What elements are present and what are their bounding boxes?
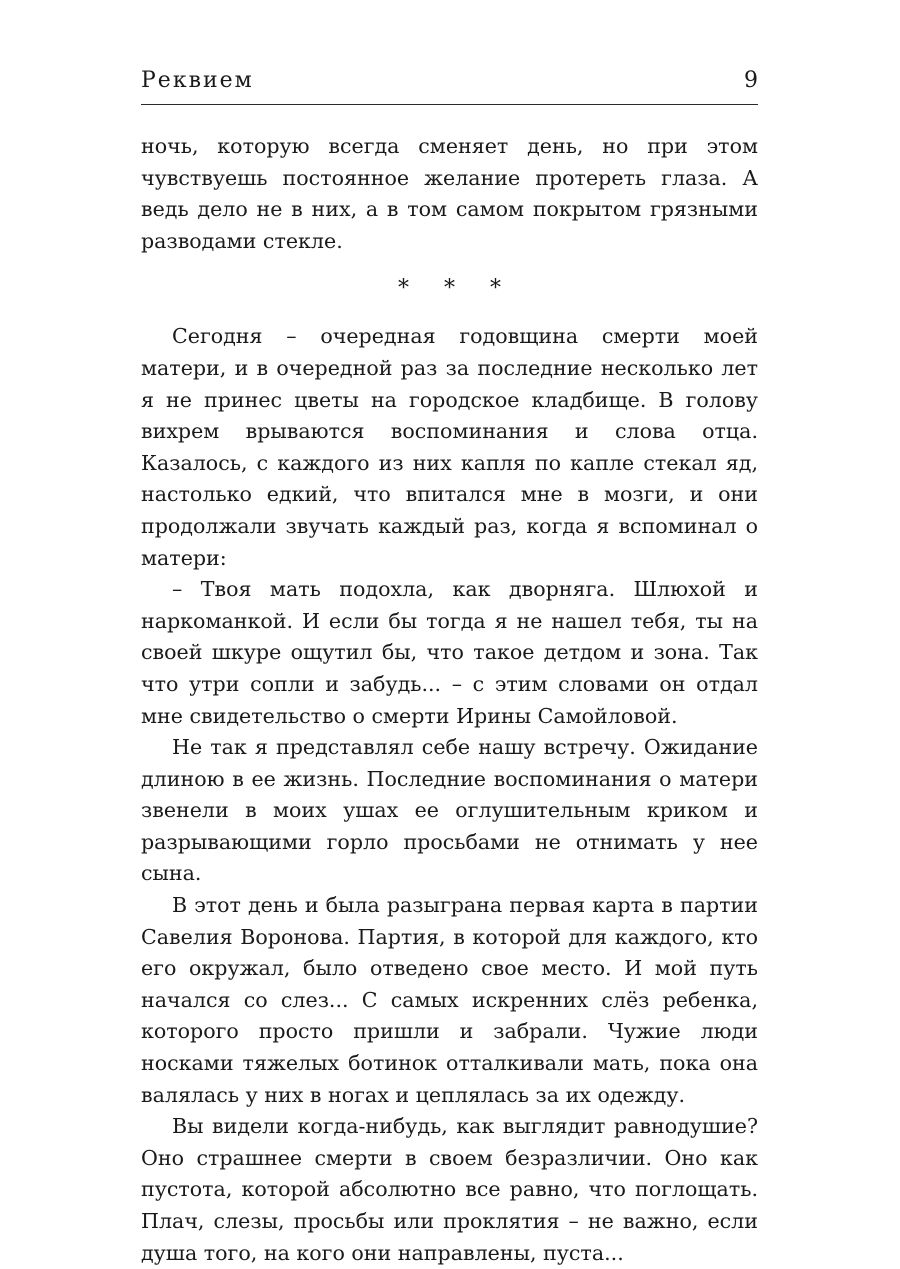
running-header (141, 68, 758, 105)
paragraph-dialogue: – Твоя мать подохла, как дворняга. Шлюхой и наркоманкой. И если бы тогда я не нашел тебя, ты на своей шкуре ощутил бы, что такое детдом и зона. Так что утри сопли и забудь... – с этим словами он отдал мне свидетельство о смерти Ирины Самойловой. (141, 577, 758, 728)
paragraph: Сегодня – очередная годовщина смерти моей матери, и в очередной раз за последние несколько лет я не принес цветы на городское кладбище. В голову вихрем врываются воспоминания и слова отца. Казалось, с каждого из них капля по капле стекал яд, настолько едкий, что впитался мне в мозги, и они продолжали звучать каждый раз, когда я вспоминал о матери: (141, 324, 758, 570)
body-text (141, 131, 758, 1269)
section-separator: * * * (398, 276, 515, 302)
running-title: Реквием (141, 68, 254, 93)
paragraph: В этот день и была разыграна первая карта в партии Савелия Воронова. Партия, в которой для каждого, кто его окружал, было отведено свое место. И мой путь начался со слез... С самых искренних слёз ребенка, которого просто пришли и забрали. Чужие люди носками тяжелых ботинок отталкивали мать, пока она валялась у них в ногах и цеплялась за их одежду. (141, 893, 758, 1107)
page-number: 9 (744, 68, 758, 93)
paragraph: Вы видели когда-нибудь, как выглядит равнодушие? Оно страшнее смерти в своем безразличии. Оно как пустота, которой абсолютно все равно, что поглощать. Плач, слезы, просьбы или проклятия – не важно, если душа того, на кого они направлены, пуста... (141, 1114, 758, 1265)
paragraph: Не так я представлял себе нашу встречу. Ожидание длиною в ее жизнь. Последние воспоминания о матери звенели в моих ушах ее оглушительным криком и разрывающими горло просьбами не отнимать у нее сына. (141, 735, 758, 886)
paragraph-continuation: ночь, которую всегда сменяет день, но при этом чувствуешь постоянное желание протереть глаза. А ведь дело не в них, а в том самом покрытом грязными разводами стекле. (141, 134, 758, 253)
